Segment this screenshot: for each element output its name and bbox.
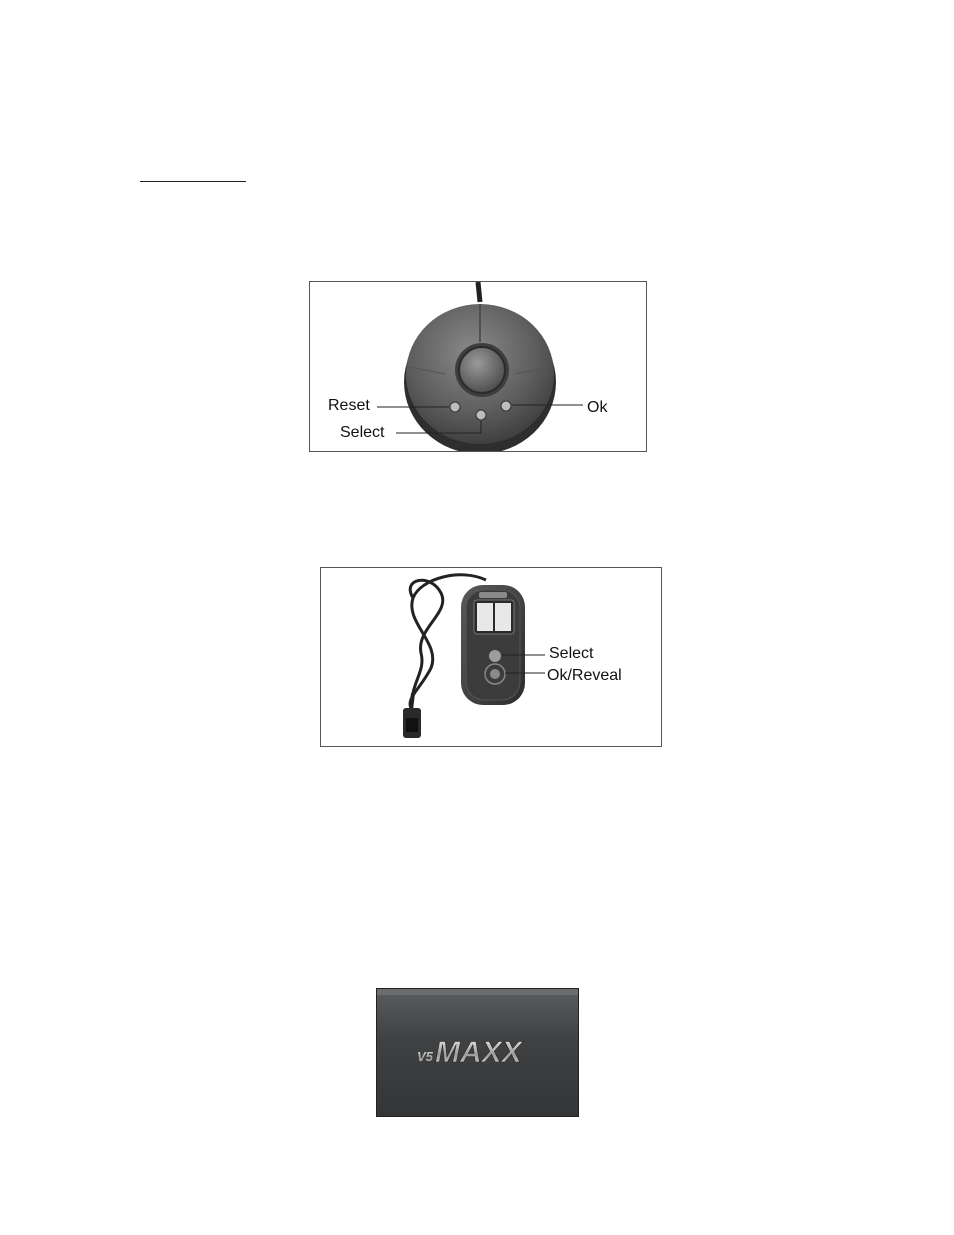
svg-text:MAXX: MAXX [435, 1036, 522, 1069]
handheld-controller-figure [320, 567, 662, 747]
logo-figure [376, 988, 579, 1117]
select-callout: Select [549, 645, 594, 662]
ok-reveal-callout: Ok/Reveal [547, 667, 622, 684]
section-heading-underline [140, 181, 246, 182]
svg-text:V5: V5 [417, 1049, 433, 1064]
ok-callout: Ok [587, 399, 608, 416]
select-callout: Select [340, 424, 385, 441]
round-controller-figure [309, 281, 647, 452]
maxx-logo-plate-icon [377, 989, 578, 1116]
handheld-controller-photo-icon [321, 568, 661, 746]
reset-callout: Reset [328, 397, 370, 414]
